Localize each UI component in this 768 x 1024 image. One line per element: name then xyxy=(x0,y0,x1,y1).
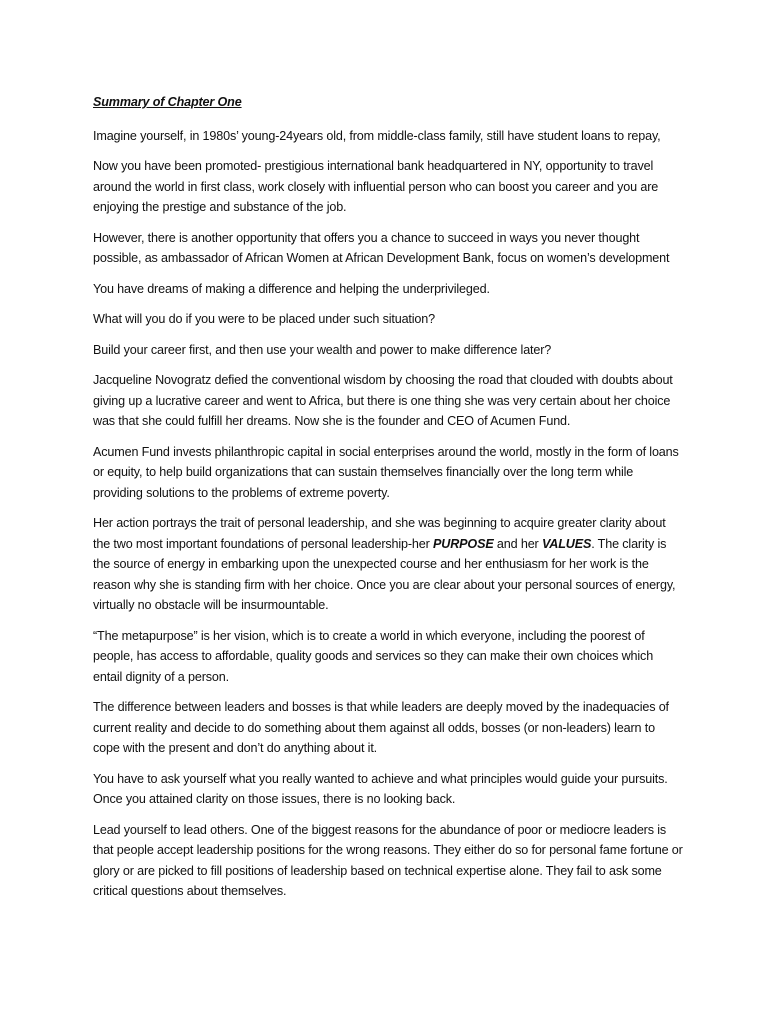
paragraph: Imagine yourself, in 1980s’ young-24years old, from middle-class family, still have student loans to repay, xyxy=(93,128,661,143)
paragraph: Build your career first, and then use your wealth and power to make difference later? xyxy=(93,342,552,357)
paragraph: The difference between leaders and bosses is that while leaders are deeply moved by the inadequacies of current reality and decide to do something about them against all odds, bosses (or non-leaders) learn to cope with the present and don’t do anything about it. xyxy=(93,700,669,755)
purpose-emphasis: PURPOSE xyxy=(433,536,494,551)
paragraph: What will you do if you were to be placed under such situation? xyxy=(93,312,435,326)
values-emphasis: VALUES xyxy=(541,536,592,551)
paragraph: You have dreams of making a difference and helping the underprivileged. xyxy=(93,281,490,296)
paragraph: However, there is another opportunity that offers you a chance to succeed in ways you never thought possible, as ambassador of African Women at African Development Bank, focus on women’s development xyxy=(93,230,670,265)
leadership-text-part1: Her action portrays the trait of personal leadership, and she was beginning to acquire greater clarity about the two most important foundations of personal leadership-her xyxy=(93,516,666,551)
paragraph: “The metapurpose” is her vision, which is to create a world in which everyone, including the poorest of people, has access to affordable, quality goods and services so they can make their own choices which entail dignity of a person. xyxy=(93,628,654,684)
leadership-text-part3: . The clarity is the source of energy in embarking upon the unexpected course and her enthusiasm for her work is the reason why she is standing firm with her choice. Once you are clear about your personal sources of energy, virtually no obstacle will be insurmountable. xyxy=(93,536,676,612)
leadership-paragraph xyxy=(93,513,683,616)
document-page xyxy=(93,92,683,912)
paragraph: Lead yourself to lead others. One of the biggest reasons for the abundance of poor or mediocre leaders is that people accept leadership positions for the wrong reasons. They either do so for personal fame fortune or glory or are picked to fill positions of leadership based on technical expertise alone. They fail to ask some critical questions about themselves. xyxy=(93,822,683,898)
leadership-text-part2: and her xyxy=(493,536,542,551)
paragraph: Acumen Fund invests philanthropic capital in social enterprises around the world, mostly in the form of loans or equity, to help build organizations that can sustain themselves financially over the long term while providing solutions to the problems of extreme poverty. xyxy=(93,444,679,500)
paragraph: You have to ask yourself what you really wanted to achieve and what principles would guide your pursuits. Once you attained clarity on those issues, there is no looking back. xyxy=(93,771,668,806)
paragraph: Now you have been promoted- prestigious international bank headquartered in NY, opportunity to travel around the world in first class, work closely with influential person who can boost you career and you are enjoying the prestige and substance of the job. xyxy=(93,159,659,214)
paragraph: Jacqueline Novogratz defied the conventional wisdom by choosing the road that clouded with doubts about giving up a lucrative career and went to Africa, but there is one thing she was very certain about her choice was that she could fulfill her dreams. Now she is the founder and CEO of Acumen Fund. xyxy=(93,373,673,428)
chapter-title: Summary of Chapter One xyxy=(93,95,242,109)
